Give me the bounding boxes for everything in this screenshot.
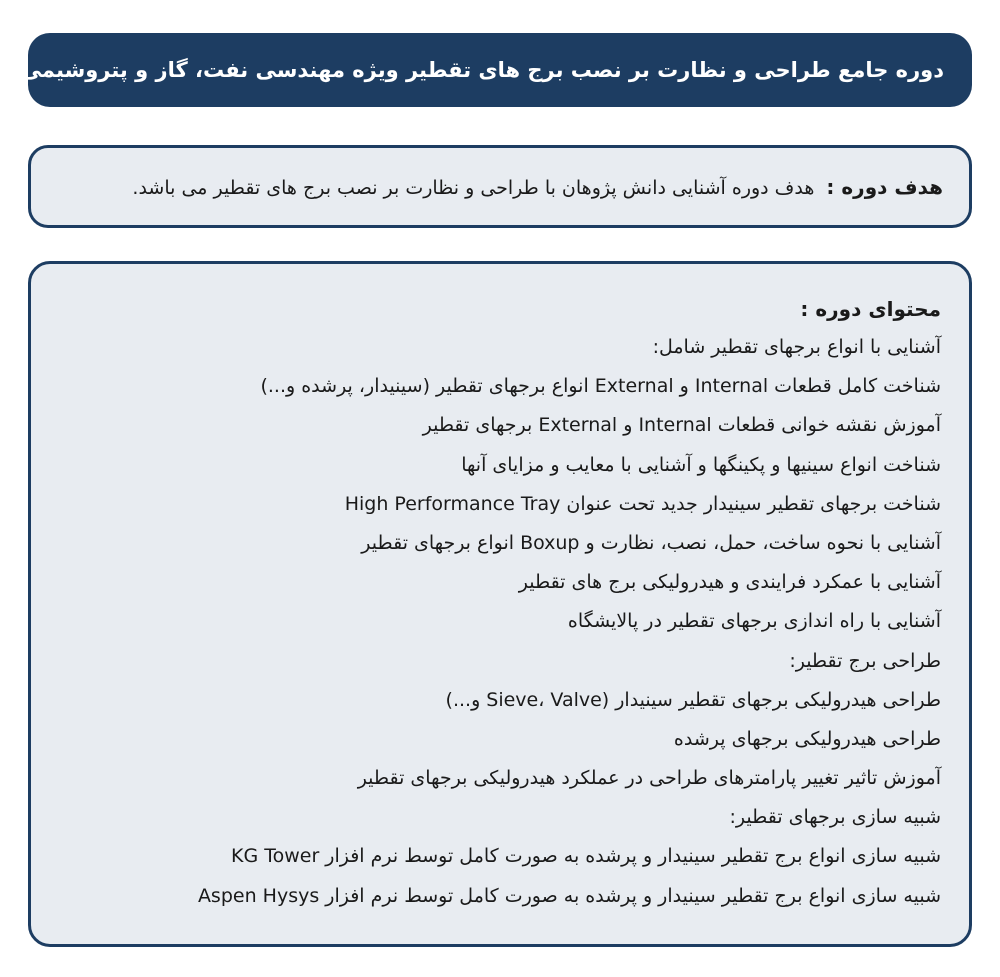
content-item: آشنایی با عمکرد فرایندی و هیدرولیکی برج های تقطیر: [518, 571, 941, 594]
course-goal-box: [28, 145, 972, 228]
course-content-list: [59, 328, 941, 916]
content-item: آشنایی با راه اندازی برجهای تقطیر در پالایشگاه: [567, 610, 941, 633]
content-item: شبیه سازی انواع برج تقطیر سینیدار و پرشده به صورت کامل توسط نرم افزار Aspen Hysys: [197, 884, 941, 907]
content-item: طراحی هیدرولیکی برجهای تقطیر سینیدار (Sieve، Valve و...): [445, 688, 941, 711]
course-content-heading: محتوای دوره :: [800, 297, 941, 321]
content-item: آموزش تاثیر تغییر پارامترهای طراحی در عملکرد هیدرولیکی برجهای تقطیر: [357, 767, 941, 790]
content-item: شبیه سازی برجهای تقطیر:: [729, 806, 941, 829]
content-item: آشنایی با نحوه ساخت، حمل، نصب، نظارت و Boxup انواع برجهای تقطیر: [361, 531, 941, 554]
course-goal: [132, 175, 943, 199]
course-goal-text: هدف دوره آشنایی دانش پژوهان با طراحی و نظارت بر نصب برج های تقطیر می باشد.: [132, 176, 815, 199]
title-banner: [20, 33, 972, 107]
content-item: شبیه سازی انواع برج تقطیر سینیدار و پرشده به صورت کامل توسط نرم افزار KG Tower: [230, 845, 941, 868]
content-item: شناخت کامل قطعات Internal و External انواع برجهای تقطیر (سینیدار، پرشده و...): [260, 375, 941, 398]
content-item: آشنایی با انواع برجهای تقطیر شامل:: [652, 336, 941, 358]
content-item: شناخت انواع سینیها و پکینگها و آشنایی با معایب و مزایای آنها: [461, 453, 941, 476]
content-item: شناخت برجهای تقطیر سینیدار جدید تحت عنوان High Performance Tray: [344, 492, 941, 515]
content-item: طراحی برج تقطیر:: [789, 649, 941, 672]
course-content-box: [28, 261, 972, 947]
course-goal-label: هدف دوره :: [826, 174, 943, 199]
content-item: طراحی هیدرولیکی برجهای پرشده: [673, 727, 941, 750]
course-title: دوره جامع طراحی و نظارت بر نصب برج های تقطیر ویژه مهندسی نفت، گاز و پتروشیمی: [20, 58, 944, 82]
content-item: آموزش نقشه خوانی قطعات Internal و External برجهای تقطیر: [422, 414, 941, 437]
